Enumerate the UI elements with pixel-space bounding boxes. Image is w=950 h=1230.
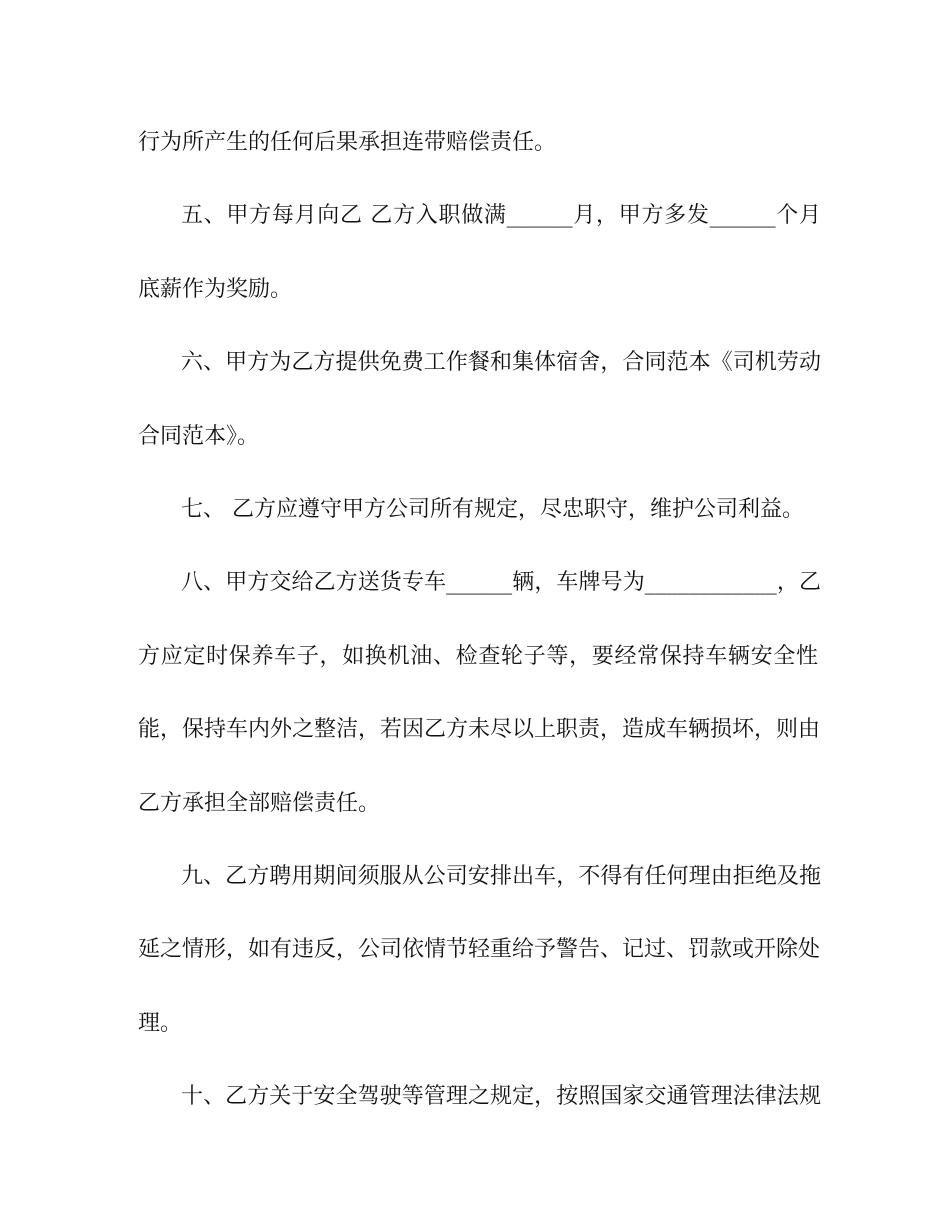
clause-8-line-3: 能，保持车内外之整洁，若因乙方未尽以上职责，造成车辆损坏，则由 — [138, 717, 821, 742]
clause-6-line-2: 合同范本》。 — [138, 424, 260, 449]
clause-5-line-2: 底薪作为奖励。 — [138, 277, 293, 302]
clause-9-line-3: 理。 — [138, 1011, 183, 1036]
clause-9-line-1: 九、乙方聘用期间须服从公司安排出车，不得有任何理由拒绝及拖 — [181, 864, 821, 889]
clause-8-line-4: 乙方承担全部赔偿责任。 — [138, 791, 381, 816]
text-line-1: 行为所产生的任何后果承担连带赔偿责任。 — [138, 130, 557, 155]
clause-6-line-1: 六、甲方为乙方提供免费工作餐和集体宿舍，合同范本《司机劳动 — [181, 350, 821, 375]
clause-5-line-1: 五、甲方每月向乙 乙方入职做满______月，甲方多发______个月 — [181, 203, 821, 228]
clause-8-line-2: 方应定时保养车子，如换机油、检查轮子等，要经常保持车辆安全性 — [138, 644, 818, 669]
clause-8-line-1: 八、甲方交给乙方送货专车______辆，车牌号为____________，乙 — [181, 570, 821, 595]
clause-9-line-2: 延之情形，如有违反，公司依情节轻重给予警告、记过、罚款或开除处 — [138, 937, 821, 962]
clause-10-line-1: 十、乙方关于安全驾驶等管理之规定，按照国家交通管理法律法规 — [181, 1084, 821, 1109]
clause-7-line-1: 七、 乙方应遵守甲方公司所有规定，尽忠职守，维护公司利益。 — [181, 497, 804, 522]
